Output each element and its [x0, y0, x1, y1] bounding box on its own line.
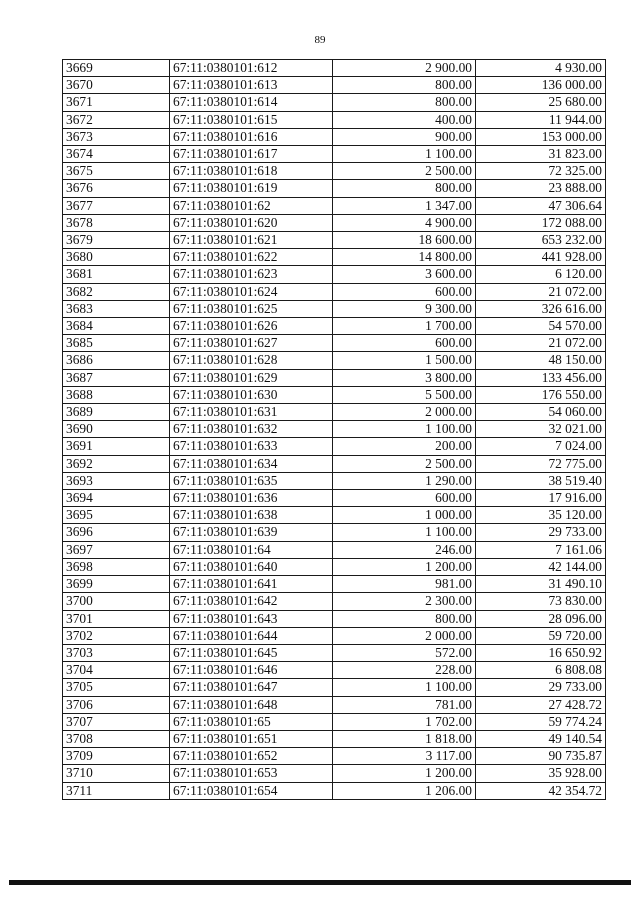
table-row: [63, 60, 606, 77]
table-row: [63, 524, 606, 541]
table-row: [63, 180, 606, 197]
cadastral-number-cell: 67:11:0380101:622: [170, 249, 333, 266]
cadastral-number-cell: 67:11:0380101:645: [170, 644, 333, 661]
area-cell: 400.00: [333, 111, 476, 128]
cadastral-number-cell: 67:11:0380101:636: [170, 490, 333, 507]
table-row: [63, 713, 606, 730]
area-cell: 800.00: [333, 180, 476, 197]
table-row: [63, 352, 606, 369]
area-cell: 2 000.00: [333, 627, 476, 644]
area-cell: 14 800.00: [333, 249, 476, 266]
value-cell: 21 072.00: [476, 283, 606, 300]
value-cell: 7 024.00: [476, 438, 606, 455]
value-cell: 7 161.06: [476, 541, 606, 558]
cadastral-number-cell: 67:11:0380101:616: [170, 128, 333, 145]
row-number-cell: 3672: [63, 111, 170, 128]
row-number-cell: 3687: [63, 369, 170, 386]
area-cell: 3 600.00: [333, 266, 476, 283]
area-cell: 800.00: [333, 77, 476, 94]
row-number-cell: 3707: [63, 713, 170, 730]
row-number-cell: 3674: [63, 146, 170, 163]
table-row: [63, 610, 606, 627]
cadastral-number-cell: 67:11:0380101:635: [170, 472, 333, 489]
cadastral-number-cell: 67:11:0380101:624: [170, 283, 333, 300]
value-cell: 31 823.00: [476, 146, 606, 163]
table-row: [63, 283, 606, 300]
table-row: [63, 576, 606, 593]
row-number-cell: 3699: [63, 576, 170, 593]
row-number-cell: 3669: [63, 60, 170, 77]
cadastral-number-cell: 67:11:0380101:641: [170, 576, 333, 593]
value-cell: 29 733.00: [476, 679, 606, 696]
cadastral-number-cell: 67:11:0380101:625: [170, 300, 333, 317]
row-number-cell: 3684: [63, 318, 170, 335]
row-number-cell: 3704: [63, 662, 170, 679]
value-cell: 6 120.00: [476, 266, 606, 283]
area-cell: 572.00: [333, 644, 476, 661]
area-cell: 1 100.00: [333, 679, 476, 696]
value-cell: 23 888.00: [476, 180, 606, 197]
cadastral-number-cell: 67:11:0380101:629: [170, 369, 333, 386]
row-number-cell: 3693: [63, 472, 170, 489]
cadastral-number-cell: 67:11:0380101:642: [170, 593, 333, 610]
cadastral-number-cell: 67:11:0380101:615: [170, 111, 333, 128]
row-number-cell: 3703: [63, 644, 170, 661]
row-number-cell: 3686: [63, 352, 170, 369]
value-cell: 35 928.00: [476, 765, 606, 782]
value-cell: 176 550.00: [476, 386, 606, 403]
area-cell: 4 900.00: [333, 214, 476, 231]
area-cell: 1 206.00: [333, 782, 476, 799]
table-row: [63, 696, 606, 713]
area-cell: 5 500.00: [333, 386, 476, 403]
table-row: [63, 593, 606, 610]
table-row: [63, 472, 606, 489]
area-cell: 1 200.00: [333, 765, 476, 782]
area-cell: 600.00: [333, 283, 476, 300]
table-row: [63, 748, 606, 765]
cadastral-number-cell: 67:11:0380101:653: [170, 765, 333, 782]
value-cell: 29 733.00: [476, 524, 606, 541]
page-number: 89: [314, 34, 326, 46]
table-row: [63, 266, 606, 283]
row-number-cell: 3695: [63, 507, 170, 524]
row-number-cell: 3671: [63, 94, 170, 111]
cadastral-number-cell: 67:11:0380101:644: [170, 627, 333, 644]
cadastral-number-cell: 67:11:0380101:62: [170, 197, 333, 214]
cadastral-number-cell: 67:11:0380101:628: [170, 352, 333, 369]
value-cell: 16 650.92: [476, 644, 606, 661]
area-cell: 3 117.00: [333, 748, 476, 765]
row-number-cell: 3680: [63, 249, 170, 266]
table-row: [63, 369, 606, 386]
table-row: [63, 644, 606, 661]
row-number-cell: 3702: [63, 627, 170, 644]
table-row: [63, 197, 606, 214]
value-cell: 59 720.00: [476, 627, 606, 644]
area-cell: 1 702.00: [333, 713, 476, 730]
table-row: [63, 558, 606, 575]
table-row: [63, 730, 606, 747]
row-number-cell: 3682: [63, 283, 170, 300]
value-cell: 54 570.00: [476, 318, 606, 335]
row-number-cell: 3701: [63, 610, 170, 627]
row-number-cell: 3705: [63, 679, 170, 696]
value-cell: 72 325.00: [476, 163, 606, 180]
area-cell: 246.00: [333, 541, 476, 558]
cadastral-number-cell: 67:11:0380101:633: [170, 438, 333, 455]
table-row: [63, 318, 606, 335]
cadastral-number-cell: 67:11:0380101:638: [170, 507, 333, 524]
area-cell: 1 347.00: [333, 197, 476, 214]
table-row: [63, 94, 606, 111]
table-row: [63, 455, 606, 472]
table-row: [63, 128, 606, 145]
table-row: [63, 146, 606, 163]
value-cell: 28 096.00: [476, 610, 606, 627]
area-cell: 1 100.00: [333, 421, 476, 438]
row-number-cell: 3675: [63, 163, 170, 180]
table-row: [63, 627, 606, 644]
value-cell: 133 456.00: [476, 369, 606, 386]
row-number-cell: 3694: [63, 490, 170, 507]
value-cell: 11 944.00: [476, 111, 606, 128]
table-row: [63, 679, 606, 696]
area-cell: 3 800.00: [333, 369, 476, 386]
table-row: [63, 404, 606, 421]
row-number-cell: 3677: [63, 197, 170, 214]
table-row: [63, 249, 606, 266]
area-cell: 2 900.00: [333, 60, 476, 77]
area-cell: 2 300.00: [333, 593, 476, 610]
row-number-cell: 3691: [63, 438, 170, 455]
value-cell: 27 428.72: [476, 696, 606, 713]
table-row: [63, 335, 606, 352]
cadastral-number-cell: 67:11:0380101:634: [170, 455, 333, 472]
row-number-cell: 3708: [63, 730, 170, 747]
row-number-cell: 3700: [63, 593, 170, 610]
row-number-cell: 3709: [63, 748, 170, 765]
value-cell: 32 021.00: [476, 421, 606, 438]
area-cell: 1 700.00: [333, 318, 476, 335]
row-number-cell: 3685: [63, 335, 170, 352]
area-cell: 200.00: [333, 438, 476, 455]
area-cell: 600.00: [333, 490, 476, 507]
cadastral-number-cell: 67:11:0380101:614: [170, 94, 333, 111]
table-row: [63, 507, 606, 524]
table-row: [63, 438, 606, 455]
cadastral-number-cell: 67:11:0380101:618: [170, 163, 333, 180]
cadastral-table: [62, 59, 606, 800]
value-cell: 42 354.72: [476, 782, 606, 799]
cadastral-number-cell: 67:11:0380101:620: [170, 214, 333, 231]
area-cell: 1 290.00: [333, 472, 476, 489]
cadastral-number-cell: 67:11:0380101:612: [170, 60, 333, 77]
value-cell: 48 150.00: [476, 352, 606, 369]
table-row: [63, 232, 606, 249]
area-cell: 18 600.00: [333, 232, 476, 249]
cadastral-number-cell: 67:11:0380101:619: [170, 180, 333, 197]
area-cell: 2 000.00: [333, 404, 476, 421]
row-number-cell: 3678: [63, 214, 170, 231]
value-cell: 90 735.87: [476, 748, 606, 765]
cadastral-number-cell: 67:11:0380101:613: [170, 77, 333, 94]
area-cell: 800.00: [333, 94, 476, 111]
table-row: [63, 765, 606, 782]
row-number-cell: 3706: [63, 696, 170, 713]
row-number-cell: 3692: [63, 455, 170, 472]
area-cell: 900.00: [333, 128, 476, 145]
row-number-cell: 3676: [63, 180, 170, 197]
area-cell: 1 100.00: [333, 524, 476, 541]
bottom-rule: [9, 880, 631, 885]
area-cell: 600.00: [333, 335, 476, 352]
value-cell: 653 232.00: [476, 232, 606, 249]
row-number-cell: 3681: [63, 266, 170, 283]
cadastral-number-cell: 67:11:0380101:632: [170, 421, 333, 438]
area-cell: 781.00: [333, 696, 476, 713]
cadastral-number-cell: 67:11:0380101:65: [170, 713, 333, 730]
value-cell: 35 120.00: [476, 507, 606, 524]
value-cell: 21 072.00: [476, 335, 606, 352]
row-number-cell: 3690: [63, 421, 170, 438]
table-row: [63, 386, 606, 403]
table-row: [63, 77, 606, 94]
area-cell: 2 500.00: [333, 163, 476, 180]
table-row: [63, 662, 606, 679]
row-number-cell: 3710: [63, 765, 170, 782]
area-cell: 9 300.00: [333, 300, 476, 317]
cadastral-number-cell: 67:11:0380101:646: [170, 662, 333, 679]
row-number-cell: 3711: [63, 782, 170, 799]
cadastral-number-cell: 67:11:0380101:627: [170, 335, 333, 352]
value-cell: 153 000.00: [476, 128, 606, 145]
table-row: [63, 111, 606, 128]
area-cell: 1 100.00: [333, 146, 476, 163]
row-number-cell: 3683: [63, 300, 170, 317]
cadastral-number-cell: 67:11:0380101:639: [170, 524, 333, 541]
value-cell: 4 930.00: [476, 60, 606, 77]
cadastral-number-cell: 67:11:0380101:652: [170, 748, 333, 765]
area-cell: 228.00: [333, 662, 476, 679]
area-cell: 1 000.00: [333, 507, 476, 524]
table-row: [63, 214, 606, 231]
value-cell: 59 774.24: [476, 713, 606, 730]
cadastral-number-cell: 67:11:0380101:617: [170, 146, 333, 163]
value-cell: 6 808.08: [476, 662, 606, 679]
value-cell: 38 519.40: [476, 472, 606, 489]
row-number-cell: 3697: [63, 541, 170, 558]
value-cell: 72 775.00: [476, 455, 606, 472]
area-cell: 1 500.00: [333, 352, 476, 369]
area-cell: 1 818.00: [333, 730, 476, 747]
value-cell: 441 928.00: [476, 249, 606, 266]
table-body: [63, 60, 606, 800]
row-number-cell: 3689: [63, 404, 170, 421]
value-cell: 54 060.00: [476, 404, 606, 421]
value-cell: 73 830.00: [476, 593, 606, 610]
table-row: [63, 300, 606, 317]
value-cell: 25 680.00: [476, 94, 606, 111]
cadastral-number-cell: 67:11:0380101:654: [170, 782, 333, 799]
value-cell: 17 916.00: [476, 490, 606, 507]
row-number-cell: 3670: [63, 77, 170, 94]
table-row: [63, 490, 606, 507]
area-cell: 2 500.00: [333, 455, 476, 472]
cadastral-number-cell: 67:11:0380101:626: [170, 318, 333, 335]
cadastral-number-cell: 67:11:0380101:630: [170, 386, 333, 403]
value-cell: 42 144.00: [476, 558, 606, 575]
row-number-cell: 3673: [63, 128, 170, 145]
row-number-cell: 3688: [63, 386, 170, 403]
area-cell: 1 200.00: [333, 558, 476, 575]
value-cell: 326 616.00: [476, 300, 606, 317]
cadastral-number-cell: 67:11:0380101:64: [170, 541, 333, 558]
value-cell: 49 140.54: [476, 730, 606, 747]
row-number-cell: 3698: [63, 558, 170, 575]
cadastral-number-cell: 67:11:0380101:651: [170, 730, 333, 747]
area-cell: 981.00: [333, 576, 476, 593]
value-cell: 47 306.64: [476, 197, 606, 214]
value-cell: 172 088.00: [476, 214, 606, 231]
cadastral-number-cell: 67:11:0380101:648: [170, 696, 333, 713]
area-cell: 800.00: [333, 610, 476, 627]
table-row: [63, 421, 606, 438]
value-cell: 31 490.10: [476, 576, 606, 593]
cadastral-number-cell: 67:11:0380101:640: [170, 558, 333, 575]
table-row: [63, 782, 606, 799]
row-number-cell: 3696: [63, 524, 170, 541]
cadastral-number-cell: 67:11:0380101:647: [170, 679, 333, 696]
cadastral-number-cell: 67:11:0380101:631: [170, 404, 333, 421]
value-cell: 136 000.00: [476, 77, 606, 94]
row-number-cell: 3679: [63, 232, 170, 249]
cadastral-number-cell: 67:11:0380101:643: [170, 610, 333, 627]
table-row: [63, 163, 606, 180]
table-row: [63, 541, 606, 558]
cadastral-number-cell: 67:11:0380101:623: [170, 266, 333, 283]
cadastral-number-cell: 67:11:0380101:621: [170, 232, 333, 249]
